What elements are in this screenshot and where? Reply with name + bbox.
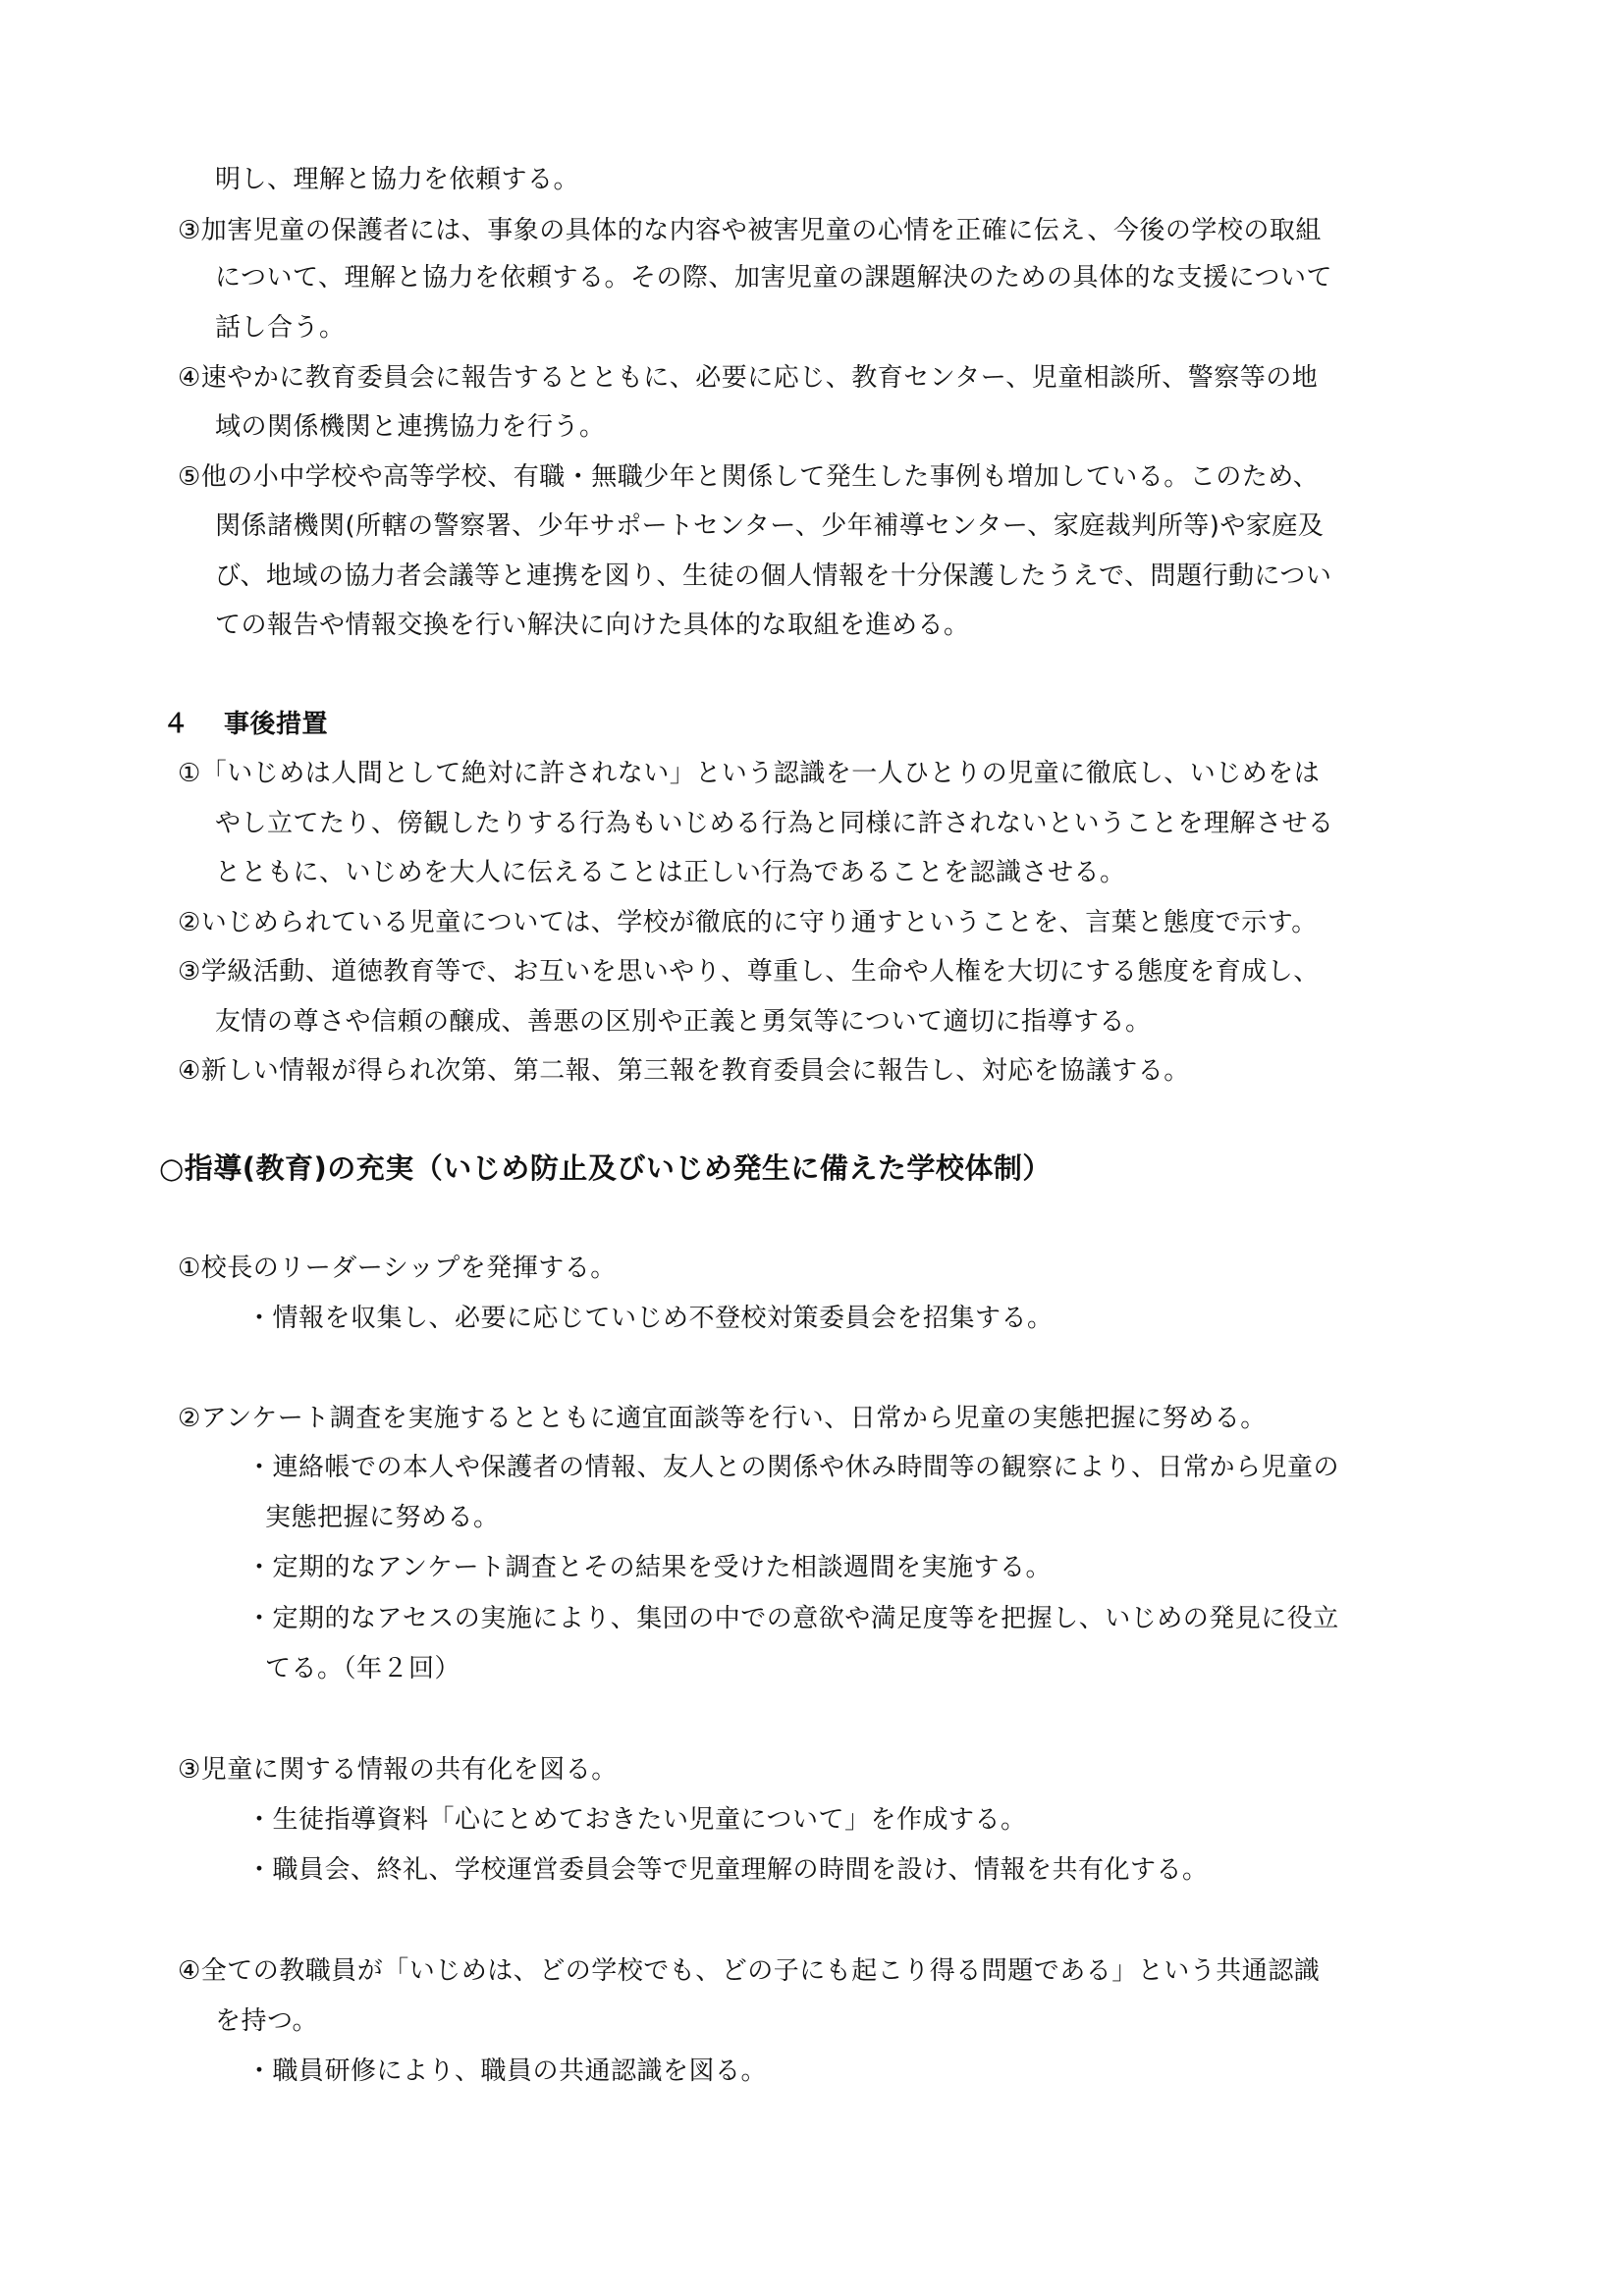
- guidance-item-3-bullet-1: ・生徒指導資料「心にとめておきたい児童について」を作成する。: [246, 1805, 1027, 1835]
- section-4-heading: [163, 708, 328, 741]
- section-4-item-3-line-1: ③学級活動、道徳教育等で、お互いを思いやり、尊重し、生命や人権を大切にする態度を育成し、: [178, 957, 1320, 987]
- guidance-item-2-bullet-2: ・定期的なアンケート調査とその結果を受けた相談週間を実施する。: [246, 1553, 1052, 1582]
- guidance-item-4-line-1: ④全ての教職員が「いじめは、どの学校でも、どの子にも起こり得る問題である」という共通認識: [178, 1956, 1321, 1986]
- section-4-item-1-line-2: やし立てたり、傍観したりする行為もいじめる行為と同様に許されないということを理解させる: [215, 809, 1334, 838]
- section-4-item-4: ④新しい情報が得られ次第、第二報、第三報を教育委員会に報告し、対応を協議する。: [178, 1056, 1190, 1086]
- section-4-title: 事後措置: [224, 710, 329, 739]
- guidance-item-1: ①校長のリーダーシップを発揮する。: [178, 1254, 617, 1283]
- guidance-item-1-bullet-1: ・情報を収集し、必要に応じていじめ不登校対策委員会を招集する。: [246, 1304, 1054, 1333]
- intro-item-5-line-3: び、地域の協力者会議等と連携を図り、生徒の個人情報を十分保護したうえで、問題行動につい: [215, 561, 1332, 591]
- guidance-item-4-line-2: を持つ。: [215, 2006, 318, 2036]
- guidance-item-2-bullet-3-line-2: てる。（年２回）: [265, 1654, 461, 1683]
- guidance-item-2: ②アンケート調査を実施するとともに適宜面談等を行い、日常から児童の実態把握に努める。: [178, 1404, 1267, 1433]
- guidance-item-2-bullet-1-line-2: 実態把握に努める。: [265, 1503, 500, 1532]
- section-4-number: ４: [163, 710, 189, 739]
- intro-item-5-line-4: ての報告や情報交換を行い解決に向けた具体的な取組を進める。: [215, 611, 970, 640]
- guidance-item-3-bullet-2: ・職員会、終礼、学校運営委員会等で児童理解の時間を設け、情報を共有化する。: [246, 1855, 1209, 1885]
- intro-item-4-line-1: ④速やかに教育委員会に報告するとともに、必要に応じ、教育センター、児童相談所、警察等の地: [178, 363, 1319, 393]
- intro-item-5-line-1: ⑤他の小中学校や高等学校、有職・無職少年と関係して発生した事例も増加している。このため、: [178, 462, 1320, 492]
- guidance-section-heading: ○指導(教育)の充実（いじめ防止及びいじめ発生に備えた学校体制）: [159, 1151, 1052, 1185]
- intro-item-3-line-3: 話し合う。: [215, 313, 346, 343]
- section-4-item-1-line-3: とともに、いじめを大人に伝えることは正しい行為であることを認識させる。: [215, 858, 1126, 887]
- section-4-item-2: ②いじめられている児童については、学校が徹底的に守り通すということを、言葉と態度で示す。: [178, 908, 1318, 937]
- section-4-item-3-line-2: 友情の尊さや信頼の醸成、善悪の区別や正義と勇気等について適切に指導する。: [215, 1007, 1152, 1037]
- intro-line-1: 明し、理解と協力を依頼する。: [215, 165, 580, 194]
- guidance-item-3: ③児童に関する情報の共有化を図る。: [178, 1755, 618, 1785]
- guidance-item-2-bullet-3-line-1: ・定期的なアセスの実施により、集団の中での意欲や満足度等を把握し、いじめの発見に役立: [246, 1604, 1339, 1633]
- intro-item-3-line-2: について、理解と協力を依頼する。その際、加害児童の課題解決のための具体的な支援について: [215, 263, 1332, 293]
- intro-item-3-line-1: ③加害児童の保護者には、事象の具体的な内容や被害児童の心情を正確に伝え、今後の学校の取組: [178, 216, 1322, 245]
- guidance-item-2-bullet-1-line-1: ・連絡帳での本人や保護者の情報、友人との関係や休み時間等の観察により、日常から児童の: [246, 1453, 1340, 1482]
- section-4-item-1-line-1: ①「いじめは人間として絶対に許されない」という認識を一人ひとりの児童に徹底し、いじめをは: [178, 759, 1321, 788]
- intro-item-5-line-2: 関係諸機関(所轄の警察署、少年サポートセンター、少年補導センター、家庭裁判所等)や家庭及: [215, 511, 1325, 541]
- intro-item-4-line-2: 域の関係機関と連携協力を行う。: [215, 412, 606, 442]
- guidance-item-4-bullet-1: ・職員研修により、職員の共通認識を図る。: [246, 2056, 768, 2086]
